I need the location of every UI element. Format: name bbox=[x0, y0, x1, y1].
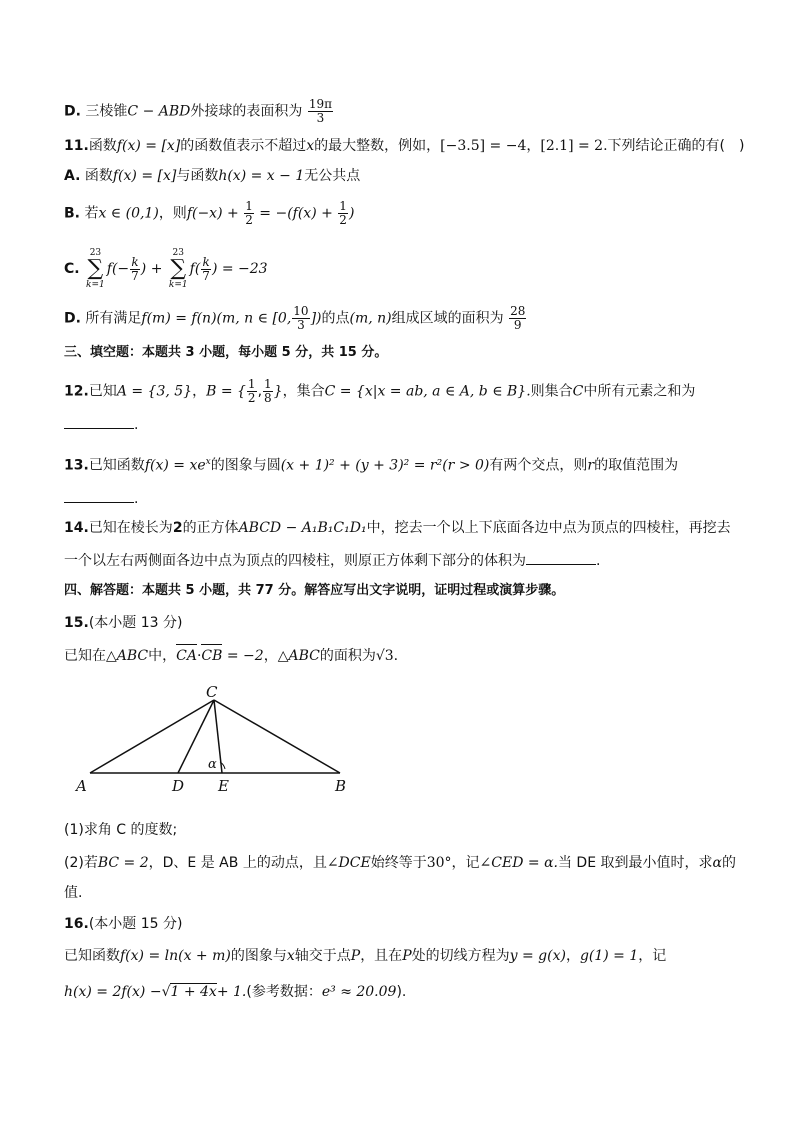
fraction: $\frac{k}{7}$ bbox=[131, 254, 139, 283]
fraction: $\frac{k}{7}$ bbox=[202, 254, 210, 283]
question-14: 14.已知在棱长为2的正方体ABCD − A₁B₁C₁D₁中，挖去一个以上下底面各边中点为顶点的四棱柱，再挖去 bbox=[64, 520, 731, 536]
question-14-line2: 一个以左右两侧面各边中点为顶点的四棱柱，则原正方体剩下部分的体积为 . bbox=[64, 550, 600, 571]
question-15-part2-cont: 值. bbox=[64, 885, 83, 901]
fraction-half: $\frac{1}{2}$ bbox=[245, 199, 253, 227]
fraction: $\frac{1}{2}$ bbox=[247, 377, 256, 405]
label-c: C bbox=[206, 683, 218, 701]
fraction: $\frac{1}{8}$ bbox=[264, 377, 272, 405]
fraction: $\frac{10}{3}$ bbox=[293, 304, 309, 332]
label-b: B bbox=[335, 777, 347, 795]
answer-blank-12[interactable]: . bbox=[64, 414, 138, 435]
answer-blank-13[interactable]: . bbox=[64, 488, 138, 509]
question-15-header: 15.(本小题 13 分) bbox=[64, 615, 183, 631]
question-11-stem: 11.函数f(x) = [x]的函数值表示不超过x的最大整数，例如，[−3.5] = −4，[2.1] = 2.下列结论正确的有( ) bbox=[64, 138, 745, 154]
question-13: 13.已知函数$f(x) = xe^x$的图象与圆(x + 1)² + (y + 3)² = r²(r > 0)有两个交点，则r的取值范围为 bbox=[64, 457, 679, 474]
question-15-part2: (2)若BC = 2，D、E 是 AB 上的动点，且∠DCE始终等于30°，记∠CED = α.当 DE 取到最小值时，求α的 bbox=[64, 855, 736, 871]
question-16-header: 16.(本小题 15 分) bbox=[64, 916, 183, 932]
label-d: D bbox=[172, 777, 185, 795]
option-11-b: B. 若x ∈ (0,1)，则f(−x) + $\frac{1}{2}$ = −(f(x) + $\frac{1}{2}$ ) bbox=[64, 199, 355, 227]
option-11-d: D. 所有满足f(m) = f(n)(m, n ∈ [0, $\frac{10}{3}$ ])的点(m, n)组成区域的面积为 $\frac{28}{9}$ bbox=[64, 304, 526, 332]
triangle-figure bbox=[72, 678, 362, 798]
fraction-half: $\frac{1}{2}$ bbox=[339, 199, 347, 227]
answer-blank-14[interactable] bbox=[526, 550, 596, 565]
question-12: 12.已知A = {3, 5}，B = { $\frac{1}{2}$ , $\frac{1}{8}$ }，集合C = {x|x = ab, a ∈ A, b ∈ B}.则集合C中所有元素之和为 bbox=[64, 377, 696, 405]
label-alpha: α bbox=[208, 757, 217, 772]
side-bc bbox=[214, 700, 340, 773]
summation: 23 ∑ k=1 bbox=[86, 248, 105, 290]
label-a: A bbox=[76, 777, 87, 795]
question-16-stem: 已知函数f(x) = ln(x + m)的图象与x轴交于点P，且在P处的切线方程为y = g(x)，g(1) = 1，记 bbox=[64, 948, 667, 964]
section-4-header: 四、解答题：本题共 5 小题，共 77 分。解答应写出文字说明，证明过程或演算步骤。 bbox=[64, 583, 565, 598]
fraction: $\frac{28}{9}$ bbox=[510, 304, 526, 332]
option-11-c: C. 23 ∑ k=1 f(− $\frac{k}{7}$ ) + 23 ∑ k=1 f( $\frac{k}{7}$ ) = −23 bbox=[64, 248, 268, 290]
question-15-stem: 已知在△ABC中，CA·CB = −2，△ABC的面积为√3. bbox=[64, 648, 399, 664]
label-e: E bbox=[218, 777, 229, 795]
question-16-stem-2: h(x) = 2f(x) −√1 + 4x+ 1.(参考数据：e³ ≈ 20.09). bbox=[64, 984, 407, 1000]
section-3-header: 三、填空题：本题共 3 小题，每小题 5 分，共 15 分。 bbox=[64, 345, 388, 360]
option-d-prev: D. 三棱锥C − ABD外接球的表面积为 $\frac{19\pi}{3}$ bbox=[64, 97, 332, 125]
summation: 23 ∑ k=1 bbox=[168, 248, 188, 290]
fraction: $\frac{19\pi}{3}$ bbox=[308, 97, 332, 125]
question-15-part1: (1)求角 C 的度数; bbox=[64, 822, 178, 838]
option-11-a: A. 函数f(x) = [x]与函数h(x) = x − 1无公共点 bbox=[64, 168, 361, 184]
